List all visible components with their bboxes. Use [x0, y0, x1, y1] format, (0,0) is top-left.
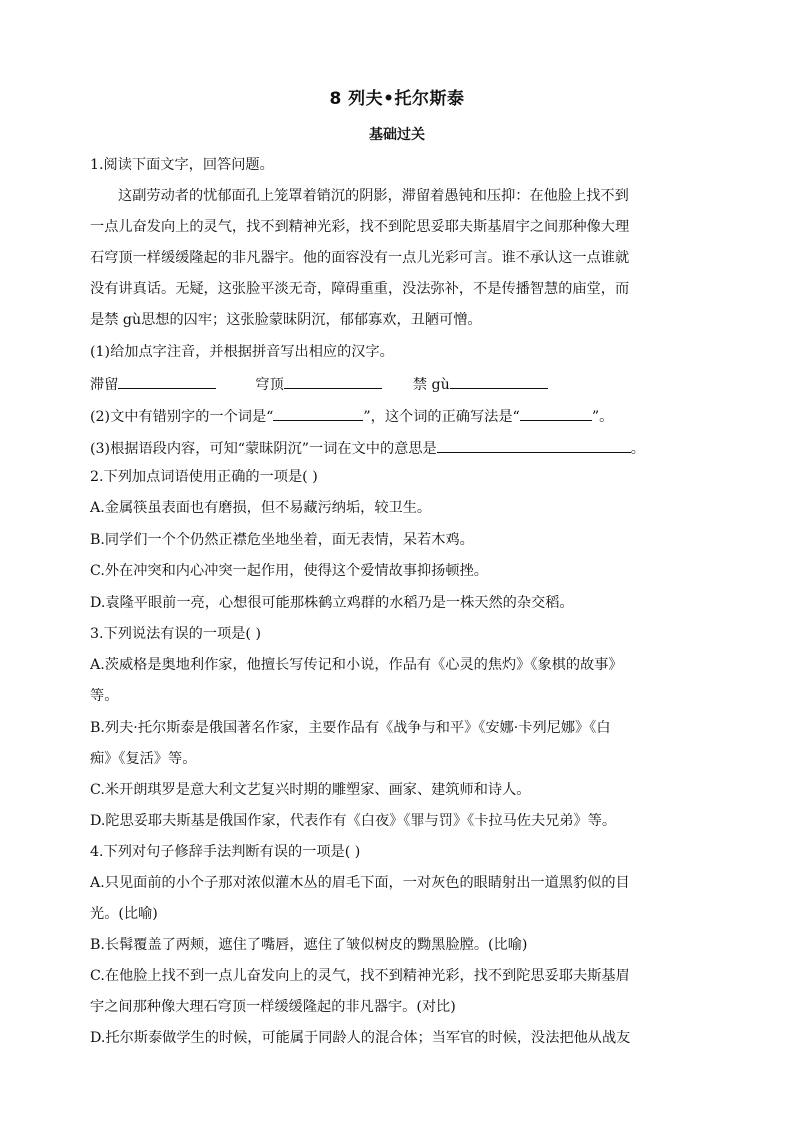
- q1-sub3: [90, 437, 712, 459]
- q3-option-b-cont: 痴》《复活》等。: [90, 751, 197, 767]
- q4-option-d: D.托尔斯泰做学生的时候，可能属于同龄人的混合体；当军官的时候，没法把他从战友: [90, 1030, 631, 1046]
- q1-passage-line: 没有讲真话。无疑，这张脸平淡无奇，障碍重重，没法弥补，不是传播智慧的庙堂，而: [90, 281, 630, 297]
- answer-blank[interactable]: [520, 405, 592, 421]
- sub2-text-c: ”。: [591, 409, 614, 425]
- q3-option-b: B.列夫·托尔斯泰是俄国著名作家，主要作品有《战争与和平》《安娜·卡列尼娜》《白: [90, 720, 611, 736]
- q1-sub2: [90, 405, 712, 427]
- q4-option-b: B.长髯覆盖了两颊，遮住了嘴唇，遮住了皱似树皮的黝黑脸膛。(比喻): [90, 937, 528, 953]
- q2-option-a: A.金属筷虽表面也有磨损，但不易藏污纳垢，较卫生。: [90, 500, 432, 516]
- fill-label: 禁 gù: [412, 377, 450, 393]
- fill-label: 穹顶: [255, 377, 284, 393]
- q3-option-d: D.陀思妥耶夫斯基是俄国作家，代表作有《白夜》《罪与罚》《卡拉马佐夫兄弟》等。: [90, 813, 617, 829]
- q2-option-b: B.同学们一个个仍然正襟危坐地坐着，面无表情，呆若木鸡。: [90, 532, 474, 548]
- q4-option-a: A.只见面前的小个子那对浓似灌木丛的眉毛下面，一对灰色的眼睛射出一道黑豹似的目: [90, 875, 630, 891]
- q2-stem: 2.下列加点词语使用正确的一项是( ): [90, 469, 318, 485]
- sub3-text: (3)根据语段内容，可知“蒙昧阴沉”一词在文中的意思是: [90, 441, 437, 457]
- q3-stem: 3.下列说法有误的一项是( ): [90, 626, 261, 642]
- answer-blank[interactable]: [118, 373, 216, 389]
- section-subtitle: 基础过关: [369, 127, 425, 143]
- answer-blank[interactable]: [284, 373, 382, 389]
- answer-blank[interactable]: [450, 373, 548, 389]
- fill-label: 滞留: [90, 377, 119, 393]
- q1-stem: 1.阅读下面文字，回答问题。: [90, 157, 274, 173]
- q1-passage-line: 这副劳动者的忧郁面孔上笼罩着销沉的阴影，滞留着愚钝和压抑：在他脸上找不到: [118, 188, 629, 204]
- answer-blank[interactable]: [273, 405, 363, 421]
- page-title: 8 列夫•托尔斯泰: [329, 89, 465, 109]
- sub3-end: 。: [630, 441, 645, 457]
- q4-option-a-cont: 光。(比喻): [90, 906, 158, 922]
- q3-option-a-cont: 等。: [90, 688, 119, 704]
- q2-option-d: D.袁隆平眼前一亮，心想很可能那株鹤立鸡群的水稻乃是一株天然的杂交稻。: [90, 595, 574, 611]
- q3-option-c: C.米开朗琪罗是意大利文艺复兴时期的雕塑家、画家、建筑师和诗人。: [90, 782, 531, 798]
- q1-fill-row: [90, 373, 712, 395]
- q1-sub1: (1)给加点字注音，并根据拼音写出相应的汉字。: [90, 344, 394, 360]
- q1-passage-line: 是禁 gù思想的囚牢；这张脸蒙昧阴沉，郁郁寡欢，丑陋可憎。: [90, 312, 482, 328]
- q4-stem: 4.下列对句子修辞手法判断有误的一项是( ): [90, 844, 361, 860]
- sub2-text-b: ”，这个词的正确写法是“: [363, 409, 520, 425]
- q1-passage-line: 石穹顶一样缓缓隆起的非凡器宇。他的面容没有一点儿光彩可言。谁不承认这一点谁就: [90, 250, 630, 266]
- q4-option-c: C.在他脸上找不到一点儿奋发向上的灵气，找不到精神光彩，找不到陀思妥耶夫斯基眉: [90, 968, 630, 984]
- sub2-text-a: (2)文中有错别字的一个词是“: [90, 409, 274, 425]
- q4-option-c-cont: 宇之间那种像大理石穹顶一样缓缓隆起的非凡器宇。(对比): [90, 999, 456, 1015]
- q1-passage-line: 一点儿奋发向上的灵气，找不到精神光彩，找不到陀思妥耶夫斯基眉宇之间那种像大理: [90, 219, 630, 235]
- q2-option-c: C.外在冲突和内心冲突一起作用，使得这个爱情故事抑扬顿挫。: [90, 563, 488, 579]
- q3-option-a: A.茨威格是奥地利作家，他擅长写传记和小说，作品有《心灵的焦灼》《象棋的故事》: [90, 657, 623, 673]
- answer-blank[interactable]: [437, 437, 631, 453]
